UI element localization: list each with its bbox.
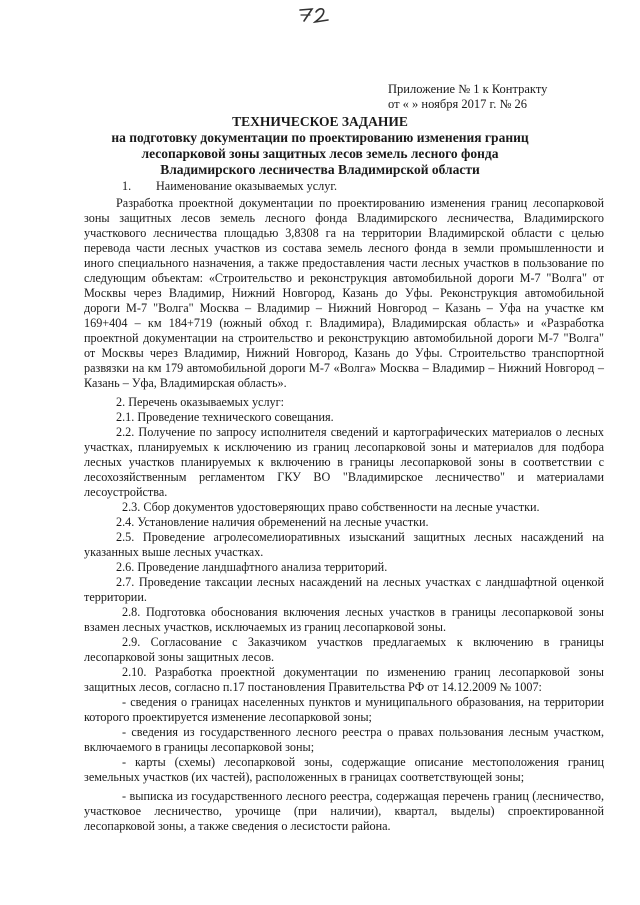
sub-list-item: - сведения из государственного лесного реестра о правах пользования лесным участком, включаемого в границы лесопарковой зоны; [84, 725, 604, 754]
list-item: 2.10. Разработка проектной документации по изменению границ лесопарковой зоны защитных лесов, согласно п.17 постановления Правительства РФ от 14.12.2009 № 1007: [84, 665, 604, 694]
section-2-heading: 2. Перечень оказываемых услуг: [116, 395, 285, 409]
list-item: 2.7. Проведение таксации лесных насаждений на лесных участках с ландшафтной оценкой территории. [84, 575, 604, 604]
list-item: 2.6. Проведение ландшафтного анализа территорий. [116, 560, 388, 574]
document-subtitle-line: лесопарковой зоны защитных лесов земель лесного фонда [141, 146, 499, 161]
appendix-line: Приложение № 1 к Контракту [388, 82, 548, 96]
list-item: 2.1. Проведение технического совещания. [116, 410, 334, 424]
list-item: 2.8. Подготовка обоснования включения лесных участков в границы лесопарковой зоны взамен лесных участков, исключаемых из границ лесопарковой зоны. [84, 605, 604, 634]
document-title: ТЕХНИЧЕСКОЕ ЗАДАНИЕ [232, 114, 408, 129]
section-1-heading [84, 179, 604, 194]
appendix-date-line: от « » ноября 2017 г. № 26 [388, 97, 528, 111]
document-body [84, 179, 604, 834]
sub-list-item: - выписка из государственного лесного реестра, содержащая перечень границ (лесничество, участковое лесничество, урочище (при наличии), квартал, выделы) спроектированной лесопарковой зоны, а также сведения о лесистости района. [84, 789, 604, 833]
list-item: 2.9. Согласование с Заказчиком участков предлагаемых к включению в границы лесопарковой зоны защитных лесов. [84, 635, 604, 664]
document-subtitle-line: Владимирского лесничества Владимирской области [160, 162, 480, 177]
sub-list-item: - карты (схемы) лесопарковой зоны, содержащие описание местоположения границ земельных участков (их частей), расположенных в границах соответствующей зоны; [84, 755, 604, 784]
section-1-text: Разработка проектной документации по проектированию изменения границ лесопарковой зоны защитных лесов земель лесного фонда Владимирского лесничества, Владимирского участкового лесничества площадью 3,8308 га на территории Владимирской области с целью перевода части лесных участков из состава земель лесного фонда в земли промышленности и иного специального назначения, а также предоставления части лесных участков в пользование по следующим объектам: «Строительство и реконструкция автомобильной дороги М-7 "Волга" от Москвы через Владимир, Нижний Новгород, Казань до Уфы. Реконструкция автомобильной дороги М-7 "Волга" Москва – Владимир – Нижний Новгород – Казань – Уфа на участке км 169+404 – км 184+719 (южный обход г. Владимира), Владимирская область» и «Разработка проектной документации на строительство и реконструкцию автомобильной дороги М-7 "Волга" от Москвы через Владимир, Нижний Новгород, Казань до Уфы. Строительство транспортной развязки на км 179 автомобильной дороги М-7 «Волга» Москва – Владимир – Нижний Новгород – Казань – Уфа, Владимирская область». [84, 196, 604, 390]
handwritten-page-number [296, 4, 336, 26]
section-1-title: Наименование оказываемых услуг. [156, 179, 338, 193]
list-item: 2.2. Получение по запросу исполнителя сведений и картографических материалов о лесных участках, планируемых к исключению из границ лесопарковой зоны и материалов для подбора лесных участков планируемых к включению в границы лесопарковой зоны в соответствии с лесохозяйственным регламентом ГКУ ВО "Владимирское лесничество" и материалами лесоустройства. [84, 425, 604, 499]
list-item: 2.4. Установление наличия обременений на лесные участки. [116, 515, 429, 529]
section-1-number: 1. [122, 179, 132, 193]
sub-list-item: - сведения о границах населенных пунктов и муниципального образования, на территории которого проектируется изменение лесопарковой зоны; [84, 695, 604, 724]
list-item: 2.5. Проведение агролесомелиоративных изысканий защитных лесных насаждений на указанных выше лесных участках. [84, 530, 604, 559]
list-item: 2.3. Сбор документов удостоверяющих право собственности на лесные участки. [122, 500, 540, 514]
document-subtitle-line: на подготовку документации по проектированию изменения границ [111, 130, 529, 145]
